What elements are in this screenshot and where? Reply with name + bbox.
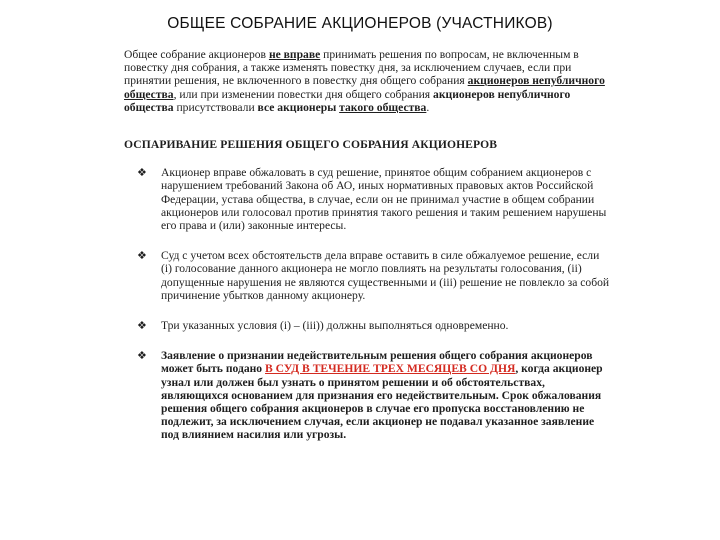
bullet-list [124, 166, 610, 441]
diamond-bullet-icon: ❖ [137, 349, 147, 363]
diamond-bullet-icon: ❖ [137, 319, 147, 333]
page-title: ОБЩЕЕ СОБРАНИЕ АКЦИОНЕРОВ (УЧАСТНИКОВ) [167, 15, 553, 32]
list-item-text: Три указанных условия (i) – (iii)) должны выполняться одновременно. [161, 319, 509, 333]
intro-emphasis-nonpublic: акционеров непубличного общества [124, 74, 605, 101]
intro-text: принимать решения по вопросам, не включенным в повестку дня собрания, а также изменять повестку дня, за исключением случаев, если при принятии решения, не включенного в повестку дня общего собрания [124, 48, 579, 88]
list-item [124, 166, 610, 232]
intro-emphasis-not-entitled: не вправе [268, 48, 321, 61]
intro-emphasis-nonpublic: акционеров непубличного общества [124, 87, 571, 114]
intro-text: . [426, 100, 430, 114]
list-item-text: Суд с учетом всех обстоятельств дела вправе оставить в силе обжалуемое решение, если (i) голосование данного акционера не могло повлиять на результаты голосования, (ii) допущенные нарушения не являются существенными и (iii) решение не повлекло за собой причинение убытков данному акционеру. [161, 249, 610, 302]
diamond-bullet-icon: ❖ [137, 249, 147, 263]
list-item-text-bold: Заявление о признании недействительным решения общего собрания акционеров может быть подано [161, 349, 593, 376]
list-item [124, 319, 610, 332]
list-item-text [161, 349, 610, 441]
intro-text: Общее собрание акционеров [124, 48, 269, 61]
intro-paragraph [124, 48, 610, 114]
list-item [124, 249, 610, 302]
intro-emphasis-such-company: такого общества [339, 100, 427, 114]
list-item-text-bold: , когда акционер узнал или должен был узнать о принятом решении и об обстоятельствах, являющихся основанием для признания его недействительным. Срок обжалования решения общего собрания акционеров в случае его пропуска восстановлению не подлежит, за исключением случая, если акционер не подавал указанное заявление под влиянием насилия или угрозы. [161, 362, 603, 442]
deadline-highlight: В СУД В ТЕЧЕНИЕ ТРЕХ МЕСЯЦЕВ СО ДНЯ [265, 362, 516, 376]
intro-text: , или при изменении повестки дня общего собрания [173, 87, 434, 101]
section-heading: ОСПАРИВАНИЕ РЕШЕНИЯ ОБЩЕГО СОБРАНИЯ АКЦИОНЕРОВ [124, 138, 498, 152]
list-item-text: Акционер вправе обжаловать в суд решение, принятое общим собранием акционеров с нарушением требований Закона об АО, иных нормативных правовых актов Российской Федерации, устава общества, в случае, если он не принимал участие в общем собрании акционеров или голосовал против принятия такого решения и таким решением нарушены его права и (или) законные интересы. [161, 166, 607, 233]
diamond-bullet-icon: ❖ [137, 166, 147, 180]
list-item [124, 349, 610, 441]
intro-emphasis-all-shareholders: все акционеры [257, 100, 337, 114]
intro-text: присутствовали [173, 100, 258, 114]
document-body [124, 48, 610, 442]
